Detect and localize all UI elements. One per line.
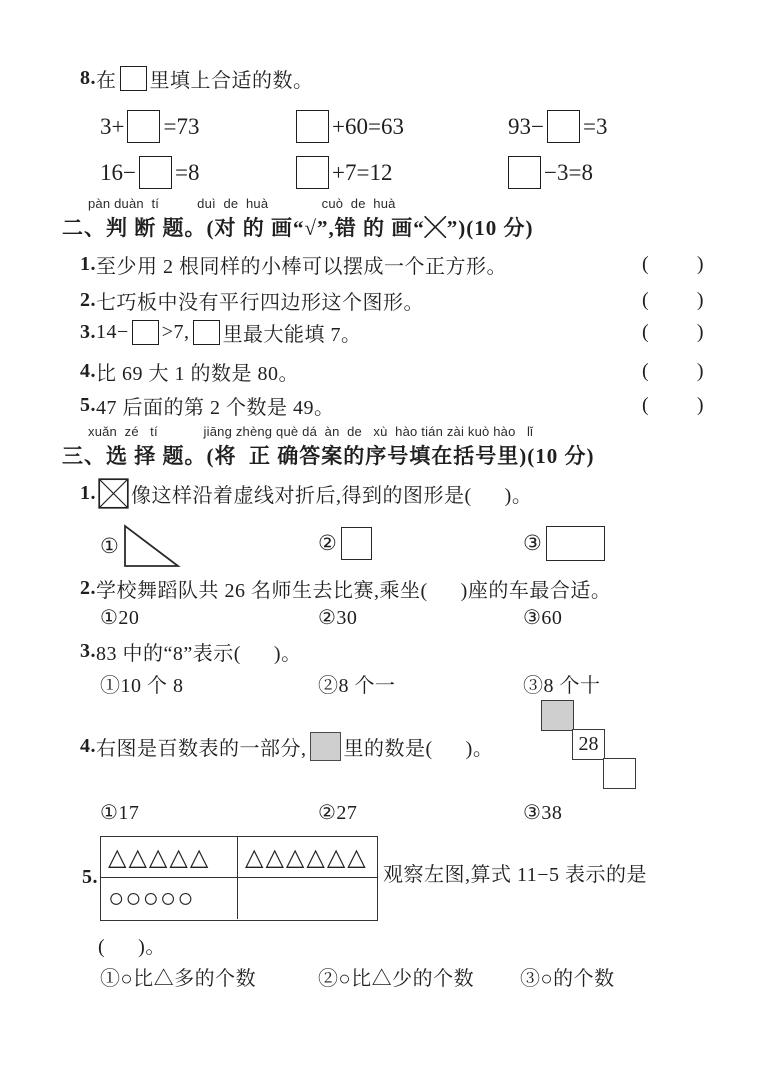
question-text: 比 69 大 1 的数是 80。 [96,363,299,385]
choice-q1-option-3 [523,526,605,561]
question-text: 47 后面的第 2 个数是 49。 [96,397,335,419]
question-text: 14− [96,321,129,343]
equation-5 [293,156,392,189]
q8-title-answer-box [120,66,147,91]
question-number: 3. [80,321,96,343]
question-text: 里最大能填 7。 [222,324,362,346]
question-text: >7, [161,321,190,343]
question-number: 2. [80,289,96,311]
answer-parentheses: ( ) [642,289,704,311]
question-text: 里的数是( )。 [343,738,494,760]
hundred-chart-gray-cell [541,700,574,731]
equation-text: +60=63 [332,113,404,139]
equation-text: +7=12 [332,159,393,185]
choice-q3 [80,637,302,666]
option-label: ② [318,531,337,555]
choice-q5-option-1: ①○比△多的个数 [100,968,257,990]
question-text: 学校舞蹈队共 26 名师生去比赛,乘坐( )座的车最合适。 [96,580,612,602]
equation-3 [508,110,607,143]
equation-2 [293,110,404,143]
choice-q3-option-3: ③8 个十 [523,675,601,697]
table-cell-circles-left [101,878,238,919]
square-icon [341,527,372,560]
equation-4 [100,156,199,189]
question-text: 83 中的“8”表示( )。 [96,643,302,665]
q8-title-post: 里填上合适的数。 [149,70,314,92]
question-number: 3. [80,640,96,662]
right-triangle-icon [122,523,182,570]
choice-q2-option-2: ②30 [318,607,358,629]
section2-pinyin: pàn duàn tí duì de huà cuò de huà [88,196,396,211]
judge-q2 [80,286,704,315]
answer-box [139,156,172,189]
table-cell-triangles-right [238,837,377,878]
answer-parentheses: ( ) [642,253,704,275]
shape-count-table [100,836,378,921]
equation-text: =3 [582,113,608,139]
question-number: 1. [80,482,96,504]
circle-icons: ○○○○○ [108,883,195,913]
choice-q2-option-3: ③60 [523,607,563,629]
equation-text: 3+ [100,113,125,139]
option-label: ③ [523,531,542,555]
fold-square-icon [98,478,129,509]
option-label: ① [100,533,119,558]
equation-text: 93− [508,113,544,139]
choice-q5-option-2: ②○比△少的个数 [318,968,475,990]
choice-q2 [80,574,611,603]
gray-answer-box [310,732,341,761]
choice-q4-option-1: ①17 [100,802,140,824]
judge-q1 [80,250,704,279]
question-text: 像这样沿着虚线对折后,得到的图形是( )。 [131,485,533,507]
choice-q4-option-3: ③38 [523,802,563,824]
answer-box [296,156,329,189]
judge-q4 [80,357,704,386]
answer-parentheses: ( ) [642,360,704,382]
answer-parentheses: ( ) [642,321,704,343]
table-cell-empty [238,878,377,919]
answer-box [296,110,329,143]
equation-text: 16− [100,159,136,185]
equation-text: −3=8 [544,159,593,185]
choice-q4-option-2: ②27 [318,802,358,824]
answer-box [127,110,160,143]
section3-heading: 三、选 择 题。(将 正 确答案的序号填在括号里)(10 分) [62,444,595,468]
judge-q5 [80,391,704,420]
equation-text: =8 [174,159,200,185]
choice-q2-option-1: ①20 [100,607,140,629]
choice-q5-text: 观察左图,算式 11−5 表示的是 [383,864,648,886]
question-text: 七巧板中没有平行四边形这个图形。 [96,292,424,314]
answer-box [132,320,159,345]
question-number: 5. [80,394,96,416]
choice-q1-option-2 [318,527,372,560]
choice-q3-option-2: ②8 个一 [318,675,396,697]
equation-6 [505,156,593,189]
section2-heading: 二、判 断 题。(对 的 画“√”,错 的 画“╳”)(10 分) [62,216,534,240]
choice-q3-option-1: ①10 个 8 [100,675,184,697]
question-text: 至少用 2 根同样的小棒可以摆成一个正方形。 [96,256,507,278]
hundred-chart-fragment [541,700,637,792]
answer-box [193,320,220,345]
question-number: 4. [80,735,96,757]
choice-q4 [80,732,493,761]
question-number: 2. [80,577,96,599]
answer-box [508,156,541,189]
hundred-chart-empty-cell [603,758,636,789]
answer-box [547,110,580,143]
section3-pinyin: xuǎn zé tí jiāng zhèng què dá àn de xù hào tián zài kuò hào lǐ [88,424,534,439]
judge-q3 [80,318,704,347]
choice-q1-option-1 [100,522,182,570]
q8-title-pre: 在 [96,70,117,92]
hundred-chart-cell-28: 28 [572,729,605,760]
question-number: 4. [80,360,96,382]
rectangle-icon [546,526,605,561]
equation-1 [100,110,199,143]
question-text: 右图是百数表的一部分, [96,738,307,760]
question-number: 1. [80,253,96,275]
q8-title [80,64,314,93]
equation-text: =73 [163,113,200,139]
triangle-icons: △△△△△ [108,844,211,871]
choice-q1 [80,478,532,509]
choice-q5-parentheses: ( )。 [98,936,166,958]
table-cell-triangles-left [101,837,238,878]
choice-q5-option-3: ③○的个数 [520,968,615,990]
triangle-icons: △△△△△△ [245,844,368,871]
choice-q5-number: 5. [82,866,98,888]
answer-parentheses: ( ) [642,394,704,416]
q8-number: 8. [80,67,96,89]
